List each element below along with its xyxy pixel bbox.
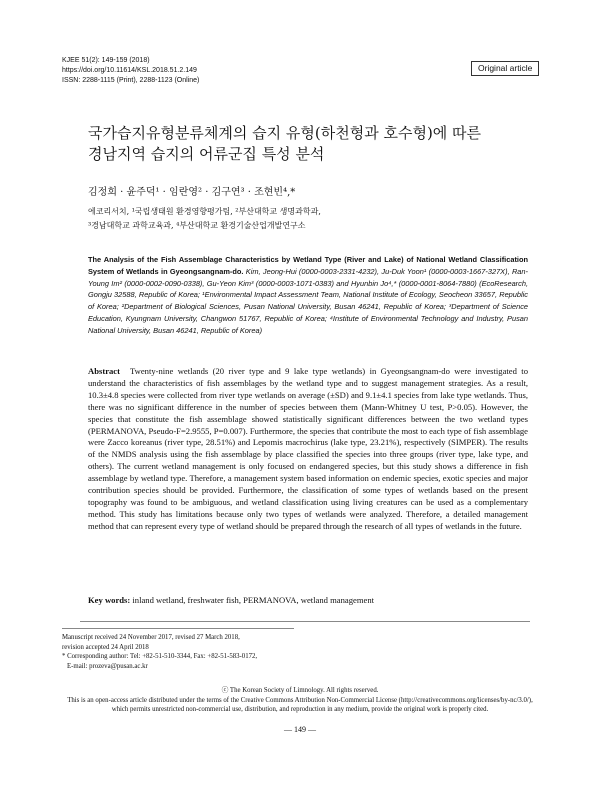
korean-affiliation-line: 에코리서치, ¹국립생태원 환경영향평가팀, ²부산대학교 생명과학과,: [88, 207, 321, 216]
korean-affiliation-line: ³경남대학교 과학교육과, ⁴부산대학교 환경기술산업개발연구소: [88, 221, 306, 230]
journal-header: [62, 56, 542, 86]
footnotes: [62, 633, 362, 671]
copyright-line: ⓒ The Korean Society of Limnology. All rights reserved.: [221, 687, 379, 694]
issn-line: ISSN: 2288-1115 (Print), 2288-1123 (Online): [62, 77, 200, 84]
korean-title-line: 경남지역 습지의 어류군집 특성 분석: [88, 145, 325, 163]
abstract: [88, 366, 528, 533]
footnote-divider: [62, 628, 294, 629]
doi-link[interactable]: https://doi.org/10.11614/KSL.2018.51.2.149: [62, 67, 197, 74]
english-authors-affiliations: Kim, Jeong-Hui (0000-0003-2331-4232), Ju-Duk Yoon¹ (0000-0003-1667-327X), Ran-Young Im² (0000-0002-0090-0338), Gu-Yeon Kim³ (0000-0003-1071-0383) and Hyunbin Jo⁴,* (0000-0001-8064-7880) (EcoResearch, Gongju 32588, Republic of Korea; ¹Environmental Impact Assessment Team, National Institute of Ecology, Seocheon 33657, Republic of Korea; ²Department of Biological Sciences, Pusan National University, Busan 46241, Republic of Korea; ³Department of Science Education, Kyungnam University, Changwon 51767, Republic of Korea; ⁴Institute of Environmental Technology and Industry, Pusan National University, Busan 46241, Republic of Korea): [88, 266, 528, 335]
english-title-block: [88, 254, 528, 337]
footnote-line: E-mail: prozeva@pusan.ac.kr: [67, 662, 148, 670]
korean-title: [88, 123, 528, 165]
keywords: [88, 595, 528, 605]
abstract-label: Abstract: [88, 366, 120, 376]
keywords-label: Key words:: [88, 595, 131, 605]
footnote-line: * Corresponding author: Tel: +82-51-510-3344, Fax: +82-51-583-0172,: [62, 653, 258, 660]
journal-citation: KJEE 51(2): 149-159 (2018): [62, 57, 150, 64]
english-title: The Analysis of the Fish Assemblage Characteristics by Wetland Type (River and Lake) of National Wetland Classification System of Wetlands in Gyeongsangnam-do.: [88, 255, 528, 276]
korean-authors: 김정희 · 윤주덕¹ · 임란영² · 김구연³ · 조현빈⁴,*: [88, 187, 296, 198]
page-number: — 149 —: [284, 725, 316, 734]
abstract-text: Twenty-nine wetlands (20 river type and 9 lake type wetlands) in Gyeongsangnam-do were investigated to understand the characteristics of fish assemblages by the wetland type and to suggest management strategies. As a result, 10.3±4.8 species were collected from river type wetlands on average (±SD) and 9.1±4.1 species from lake type wetlands. Thus, there was no significant difference in the number of species between them (Mann-Whitney U test, P>0.05). However, the species that constitute the fish assemblage showed statistically significant differences between the two wetland types (PERMANOVA, Pseudo-F=2.9555, P=0.007). Furthermore, the species that contribute the most to each type of fish assemblage were Zacco koreanus (river type, 28.51%) and Lepomis macrochirus (lake type, 23.21%), respectively (SIMPER). The results of the NMDS analysis using the fish assemblage by place classified the species into three groups (river type, lake type, and others). The current wetland management is only focused on endangered species, but this study shows a difference in fish assemblage by wetland type. Therefore, a management system based information on endemic species, exotic species and major contribution species should be provided. Furthermore, the classification of some types of wetlands based on the present topography was found to be ambiguous, and wetland classification using living creatures can be used as a complementary method. This study has limitations because only two types of wetlands were analyzed. Therefore, a detailed management method that can represent every type of wetland should be prepared through the research of all types of wetlands in the future.: [88, 366, 528, 531]
keywords-text: inland wetland, freshwater fish, PERMANOVA, wetland management: [132, 595, 375, 605]
article-type-badge: Original article: [471, 61, 539, 76]
footnote-line: revision accepted 24 April 2018: [62, 643, 149, 651]
divider: [80, 621, 530, 622]
license-line: This is an open-access article distributed under the terms of the Creative Commons Attribution Non-Commercial License (http://creativecommons.org/licenses/by-nc/3.0/),: [67, 696, 533, 704]
license-line: which permits unrestricted non-commercial use, distribution, and reproduction in any medium, provide the original work is properly cited.: [111, 706, 489, 713]
footnote-line: Manuscript received 24 November 2017, revised 27 March 2018,: [62, 634, 240, 641]
korean-affiliations: [88, 205, 528, 233]
copyright-notice: [62, 686, 538, 715]
korean-title-line: 국가습지유형분류체계의 습지 유형(하천형과 호수형)에 따른: [88, 124, 482, 142]
